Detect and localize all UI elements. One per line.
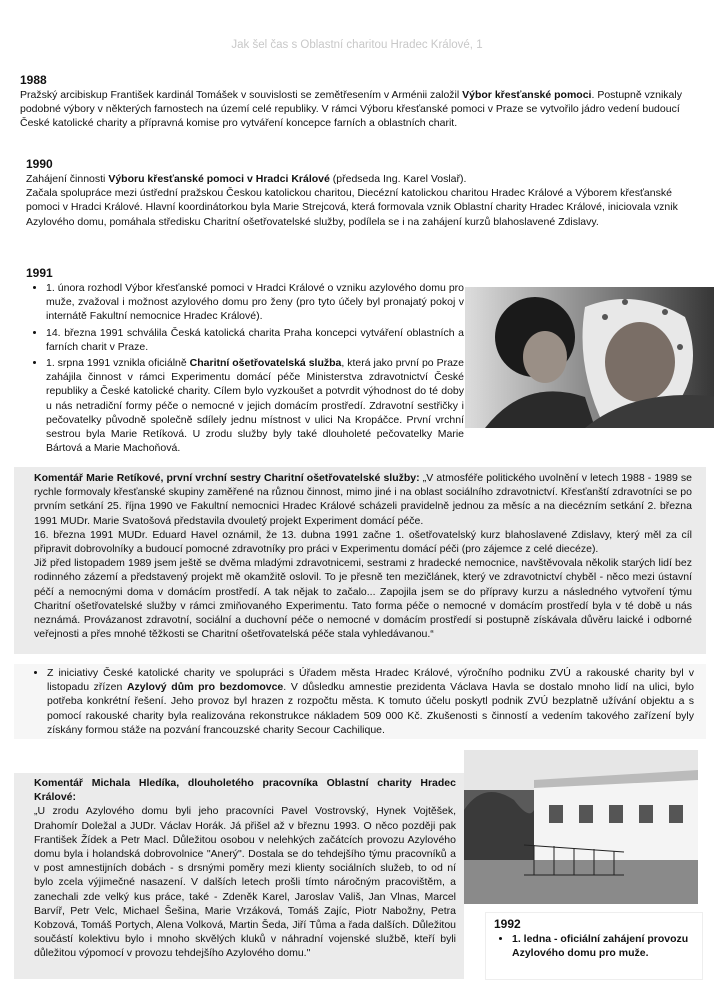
photo-shelter-building-icon	[464, 750, 698, 904]
year-1990: 1990	[26, 157, 53, 171]
comment-retikova-p3: Již před listopadem 1989 jsem ještě se dvěma mladými zdravotnicemi, sestrami z hradecké nemocnice, navštěvovala několik starých lidí bez rodinného zázemí a představený projekt mě okamžitě oslovil. To je přesně ten mezičlánek, který ve zdravotnictví chyběl - něco mezi ústavní péčí a nemocnými doma v domácím prostředí. A tak nějak to začalo... Zapojila jsem se do přípravy kurzu a následného vytvoření týmu Charitní ošetřovatelské služby v rámci zmiňovaného Experimentu. Tato forma péče o nemocné v domácím prostředí byla v té době u nás neznámá. Provázanost zdravotní, sociální a duchovní péče o nemocné v domácím prostředí si postupně získávala důvěru laické i odborné veřejnosti a přes mnohé těžkosti se Charitní ošetřovatelská péče stala vyhledávanou.“	[34, 557, 692, 641]
photo-two-women-icon	[465, 287, 714, 428]
comment-hledik-head: Komentář Michala Hledíka, dlouholetého pracovníka Oblastní charity Hradec Králové:	[34, 777, 456, 804]
text-1988: Pražský arcibiskup František kardinál Tomášek v souvislosti se zemětřesením v Arménii založil Výbor křesťanské pomoci. Postupně vznikaly podobné výbory v některých farnostech na území celé republiky. V rámci Výboru křesťanské pomoci v Praze se vytvořilo jádro vedení budoucí České katolické charity a přípravná komise pro vytváření koncepce farních a oblastních charit.	[20, 89, 682, 130]
comment-retikova-p2: 16. března 1991 MUDr. Eduard Havel oznámil, že 13. dubna 1991 začne 1. ošetřovatelský kurz blahoslavené Zdislavy, který měl za cíl připravit dobrovolníky a budoucí pomocné zdravotníky pro práci v Experimentu domácí péči (pro zájemce z celé diecéze).	[34, 528, 692, 556]
list-item: • 1. srpna 1991 vznikla oficiálně Charitní ošetřovatelská služba, která jako první po Praze zahájila činnost v rámci Experimentu domácí péče Ministerstva zdravotnictví České republiky a České katolické charity. Cílem bylo vyzkoušet a potvrdit výhodnost do té doby u nás netradiční formy péče o nemocné v jejich domácím prostředí. Zdravotní sestřičky i pečovatelky původně společně sdílely jednu místnost v ulici Na Kropáčce. První vrchní sestrou byla Marie Retíková. U zrodu služby byly také dlouholeté pečovatelky Marie Bártová a Marie Machoňová.	[46, 356, 464, 455]
year-1991: 1991	[26, 266, 53, 280]
photo-shelter-building	[464, 750, 698, 904]
page-header: Jak šel čas s Oblastní charitou Hradec Králové, 1	[231, 39, 483, 51]
comment-hledik-body: „U zrodu Azylového domu byli jeho pracovníci Pavel Vostrovský, Hynek Vojtěšek, Drahomír Doležal a JUDr. Václav Horák. Já přišel až v březnu 1993. O něco později pak František Žídek a Petr Macl. Důležitou osobou v nelehkých začátcích provozu Azylového domu byla i holandská dobrovolnice "Anerý". Dostala se do tehdejšího týmu pracovníků a v post amnestijních dobách - s drsnými poměry mezi klienty sociálních služeb, to od ní bylo zcela výjimečné nasazení. V dalších letech prošli tímto náročným pracovištěm, a zanechali zde velký kus práce, také - Zdeněk Karel, Jaroslav Vališ, Jan Vlnas, Marcel Barvíř, Petr Velc, Michael Šešina, Marie Vrzáková, Tomáš Zajíc, Piotr Nabožny, Petra Kobzová, Tomáš Portych, Alena Volková, Martin Šeda, Jiří Tůma a řada dalších. Důležitou součástí kolektivu bylo i mnoho skvělých kluků v náhradní vojenské službě, kteří byli důležitou výpomocí v provozu tehdejšího Azylového domu."	[34, 805, 456, 960]
year-1988: 1988	[20, 73, 47, 87]
year-1992: 1992	[494, 917, 521, 931]
section-1992	[485, 912, 703, 980]
list-item: • 1. ledna - oficiální zahájení provozu Azylového domu pro muže.	[512, 932, 694, 960]
list-1991	[26, 281, 464, 455]
comment-retikova-head: Komentář Marie Retíkové, první vrchní sestry Charitní ošetřovatelské služby:	[34, 472, 420, 484]
section-1988	[20, 73, 692, 131]
comment-hledik	[14, 773, 464, 979]
list-item: • 14. března 1991 schválila Česká katolická charita Praha koncepci vytváření oblastních a farních charit v Praze.	[46, 326, 464, 354]
text-1990-intro: Zahájení činnosti Výboru křesťanské pomoci v Hradci Králové (předseda Ing. Karel Voslař).	[26, 173, 467, 185]
list-item: • 1. února rozhodl Výbor křesťanské pomoci v Hradci Králové o vzniku azylového domu pro muže, zvažoval i možnost azylového domu pro ženy (pro tyto účely byl pronajatý pokoj v internátě Fakultní nemocnice Hradec Králové).	[46, 281, 464, 324]
text-1990-body: Začala spolupráce mezi ústřední pražskou Českou katolickou charitou, Diecézní katolickou charitou Hradec Králové a Výborem křesťanské pomoci v Hradci Králové. Hlavní koordinátorkou byla Marie Strejcová, která formovala vznik Oblastní charity Hradec Králové, iniciovala vznik Azylového domu, pomáhala středisku Charitní ošetřovatelské služby, podílela se i na zahájení kurzů blahoslavené Zdislavy.	[26, 187, 678, 228]
section-1990	[26, 157, 692, 229]
comment-retikova: Komentář Marie Retíkové, první vrchní sestry Charitní ošetřovatelské služby: „V atmosféře politického uvolnění v letech 1988 - 1989 se rychle formovaly křesťanské skupiny zaměřené na různou činnost, mimo jiné i na oblast sociálního zdravotnictví. Křesťanští zdravotníci se po prvním setkání 25. října 1990 ve Fakultní nemocnici Hradec Králové scházeli pravidelně jednou za měsíc a na diecézním setkání 2. března 1991 MUDr. Marie Svatošová představila dvouletý projekt Experiment domácí péče. 16. března 1991 MUDr. Eduard Havel oznámil, že 13. dubna 1991 začne 1. ošetřovatelský kurz blahoslavené Zdislavy, který měl za cíl připravit dobrovolníky a budoucí pomocné zdravotníky pro práci v Experimentu domácí péči (pro zájemce z celé diecéze). Již před listopadem 1989 jsem ještě se dvěma mladými zdravotnicemi, sestrami z hradecké nemocnice, navštěvovala několik starých lidí bez rodinného zázemí a představený projekt mě okamžitě oslovil. To je přesně ten mezičlánek, který ve zdravotnictví chyběl - něco mezi ústavní péčí a nemocnými doma v domácím prostředí. A tak nějak to začalo... Zapojila jsem se do přípravy kurzu a následného vytvoření týmu Charitní ošetřovatelské služby v rámci zmiňovaného Experimentu. Tato forma péče o nemocné v domácím prostředí byla v té době u nás neznámá. Provázanost zdravotní, sociální a duchovní péče o nemocné v domácím prostředí si postupně získávala důvěru laické i odborné veřejnosti a přes mnohé těžkosti se Charitní ošetřovatelská péče stala vyhledávanou.“	[14, 467, 706, 654]
list-item: • Z iniciativy České katolické charity ve spolupráci s Úřadem města Hradec Králové, výročního podniku ZVÚ a rakouské charity byl v listopadu zřízen Azylový dům pro bezdomovce. V důsledku amnestie prezidenta Václava Havla se dostalo mnoho lidí na ulici, bylo potřeba konkrétní řešení. Jeho provoz byl hrazen z rozpočtu města. K tomuto účelu poskytl podnik ZVÚ bezplatně užívání objektu a s pomocí rakouské charity byla realizována rekonstrukce nákladem 509 000 Kč. Zkušenosti s činností a vedením takového zařízení byly získány formou stáže na pozvání francouzské charity Secour Cachilique.	[47, 666, 694, 737]
photo-two-women	[465, 287, 714, 428]
section-azyl	[14, 664, 706, 739]
section-1991	[26, 266, 464, 457]
